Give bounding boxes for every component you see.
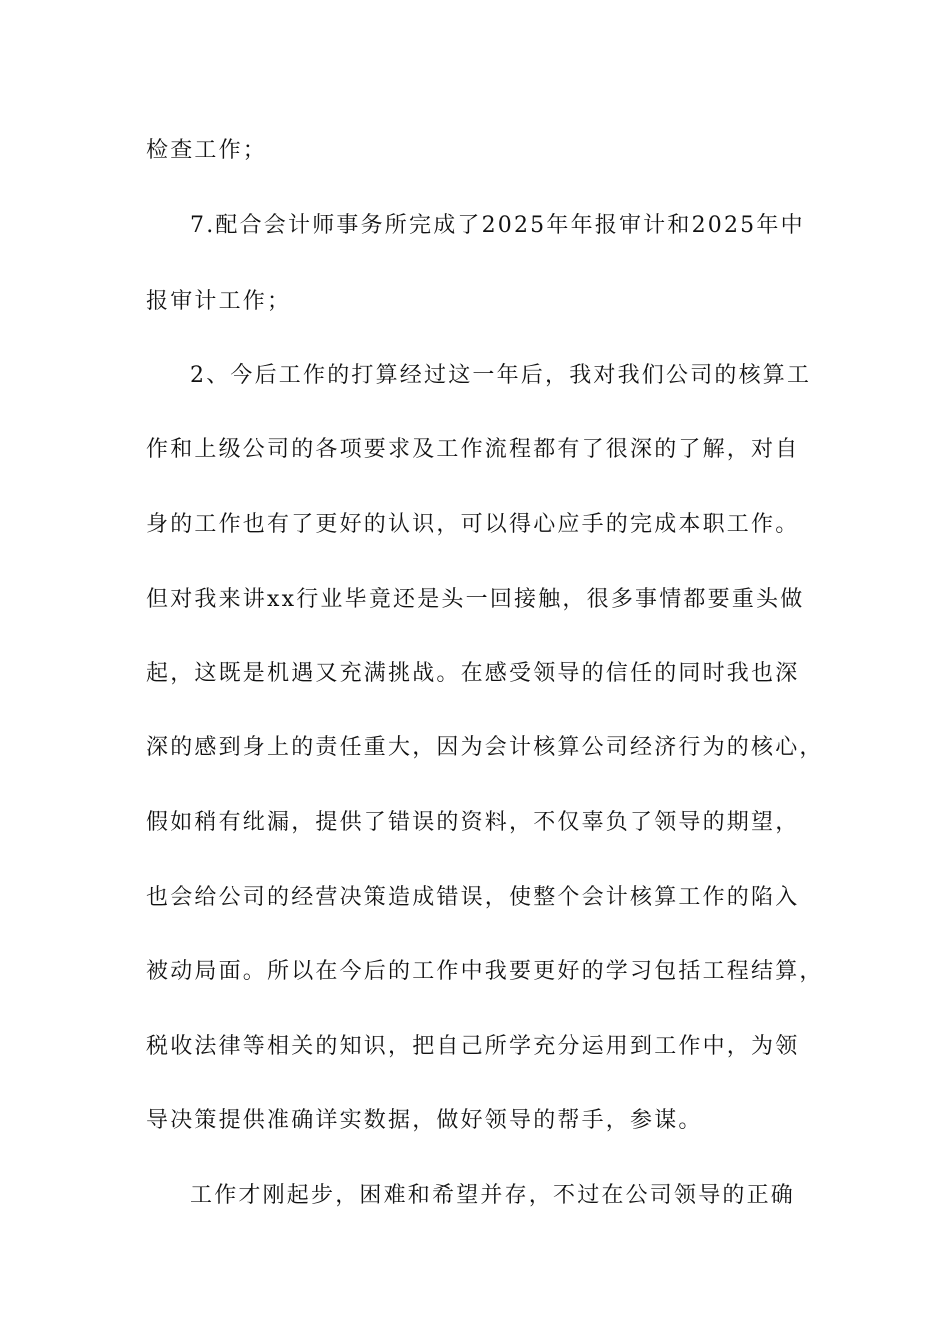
text-line: 报审计工作； bbox=[146, 289, 292, 314]
text-line: 身的工作也有了更好的认识，可以得心应手的完成本职工作。 bbox=[146, 512, 800, 537]
text-line: 假如稍有纰漏，提供了错误的资料，不仅辜负了领导的期望， bbox=[146, 810, 800, 835]
text-line: 税收法律等相关的知识，把自己所学充分运用到工作中，为领 bbox=[146, 1034, 800, 1059]
text-line: 作和上级公司的各项要求及工作流程都有了很深的了解，对自 bbox=[146, 437, 800, 462]
text-line: 但对我来讲xx行业毕竟还是头一回接触，很多事情都要重头做 bbox=[146, 587, 805, 612]
text-line: 也会给公司的经营决策造成错误，使整个会计核算工作的陷入 bbox=[146, 885, 800, 910]
text-line: 7.配合会计师事务所完成了2025年年报审计和2025年中 bbox=[190, 213, 805, 238]
text-line: 被动局面。所以在今后的工作中我要更好的学习包括工程结算， bbox=[146, 959, 824, 984]
text-line: 工作才刚起步，困难和希望并存，不过在公司领导的正确 bbox=[190, 1183, 796, 1208]
text-line: 检查工作； bbox=[146, 138, 268, 163]
text-line: 导决策提供准确详实数据，做好领导的帮手，参谋。 bbox=[146, 1108, 703, 1133]
text-line: 深的感到身上的责任重大，因为会计核算公司经济行为的核心， bbox=[146, 735, 824, 760]
text-line: 起，这既是机遇又充满挑战。在感受领导的信任的同时我也深 bbox=[146, 661, 800, 686]
text-line: 2、今后工作的打算经过这一年后，我对我们公司的核算工 bbox=[190, 363, 812, 388]
